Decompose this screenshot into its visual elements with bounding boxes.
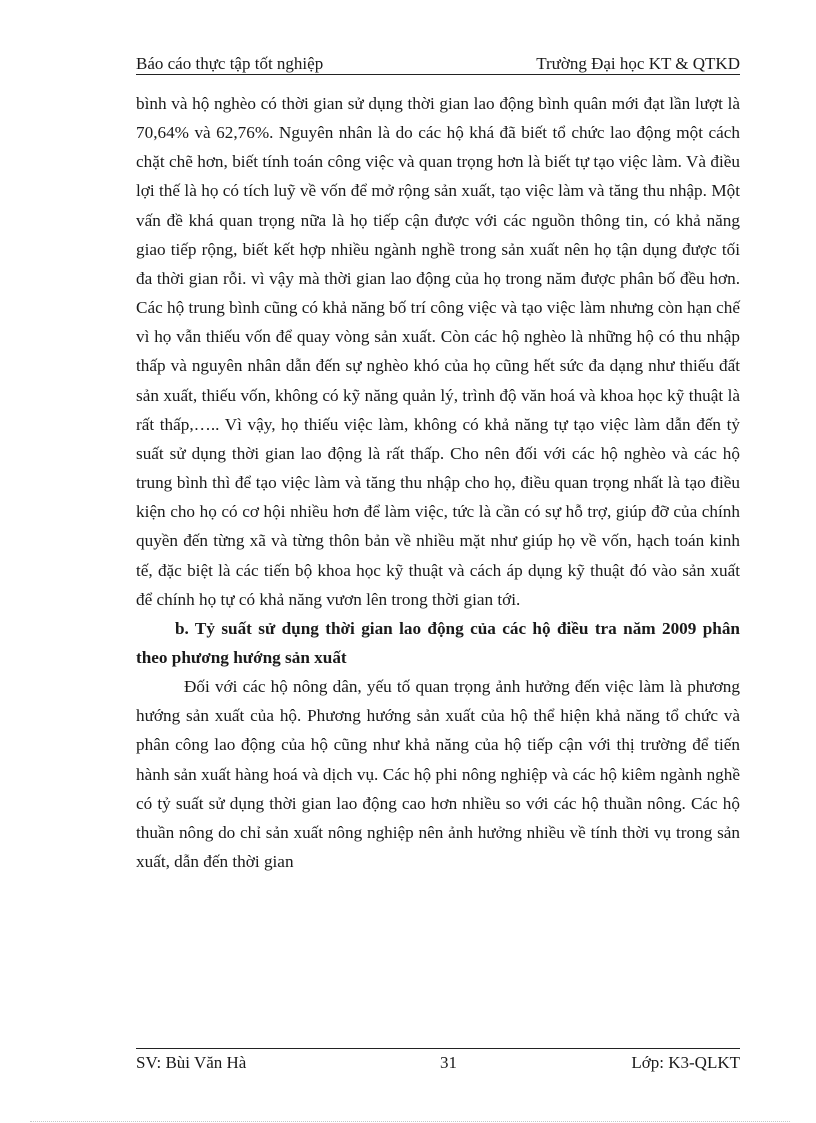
section-heading: b. Tỷ suất sử dụng thời gian lao động của các hộ điều tra năm 2009 phân theo phương hướng sản xuất xyxy=(136,618,740,667)
page-header xyxy=(136,50,740,75)
page-number: 31 xyxy=(440,1053,457,1072)
report-title: Báo cáo thực tập tốt nghiệp xyxy=(136,54,324,73)
footer-divider xyxy=(136,1048,740,1049)
document-body xyxy=(136,89,740,876)
class-label: Lớp: K3-QLKT xyxy=(631,1053,740,1072)
page-bottom-edge xyxy=(30,1121,790,1122)
page-footer xyxy=(136,1053,740,1077)
paragraph-production-direction: Đối với các hộ nông dân, yếu tố quan trọng ảnh hưởng đến việc làm là phương hướng sản xuất của hộ. Phương hướng sản xuất của hộ thể hiện khả năng tổ chức và phân công lao động của hộ cũng như khả năng của hộ tiếp cận với thị trường để tiến hành sản xuất hàng hoá và dịch vụ. Các hộ phi nông nghiệp và các hộ kiêm ngành nghề có tỷ suất sử dụng thời gian lao động cao hơn nhiều so với các hộ thuần nông. Các hộ thuần nông do chỉ sản xuất nông nghiệp nên ảnh hưởng nhiều về tính thời vụ trong sản xuất, dẫn đến thời gian xyxy=(136,677,740,872)
university-name: Trường Đại học KT & QTKD xyxy=(536,54,740,73)
paragraph-household-time-use: bình và hộ nghèo có thời gian sử dụng thời gian lao động bình quân mới đạt lần lượt là 70,64% và 62,76%. Nguyên nhân là do các hộ khá đã biết tổ chức lao động một cách chặt chẽ hơn, biết tính toán công việc và quan trọng hơn là biết tự tạo việc làm. Và điều lợi thế là họ có tích luỹ về vốn để mở rộng sản xuất, tạo việc làm và tăng thu nhập. Một vấn đề khá quan trọng nữa là họ tiếp cận được với các nguồn thông tin, có khả năng giao tiếp rộng, biết kết hợp nhiều ngành nghề trong sản xuất nên họ tận dụng được tối đa thời gian rỗi. vì vậy mà thời gian lao động của họ trong năm được phân bố đều hơn. Các hộ trung bình cũng có khả năng bố trí công việc và tạo việc làm nhưng còn hạn chế vì họ vẫn thiếu vốn để quay vòng sản xuất. Còn các hộ nghèo là những hộ có thu nhập thấp và nguyên nhân dẫn đến sự nghèo khó của họ cũng hết sức đa dạng như thiếu đất sản xuất, thiếu vốn, không có kỹ năng quản lý, trình độ văn hoá và khoa học kỹ thuật là rất thấp,….. Vì vậy, họ thiếu việc làm, không có khả năng tự tạo việc làm dẫn đến tỷ suất sử dụng thời gian lao động là rất thấp. Cho nên đối với các hộ nghèo và các hộ trung bình thì để tạo việc làm và tăng thu nhập cho họ, điều quan trọng nhất là tạo điều kiện cho họ có cơ hội nhiều hơn để làm việc, tức là cần có sự hỗ trợ, giúp đỡ của chính quyền đến từng xã và từng thôn bản về nhiều mặt như giúp họ về vốn, hạch toán kinh tế, đặc biệt là các tiến bộ khoa học kỹ thuật và cách áp dụng kỹ thuật đó vào sản xuất để chính họ tự có khả năng vươn lên trong thời gian tới. xyxy=(136,94,740,609)
student-name: SV: Bùi Văn Hà xyxy=(136,1053,247,1072)
